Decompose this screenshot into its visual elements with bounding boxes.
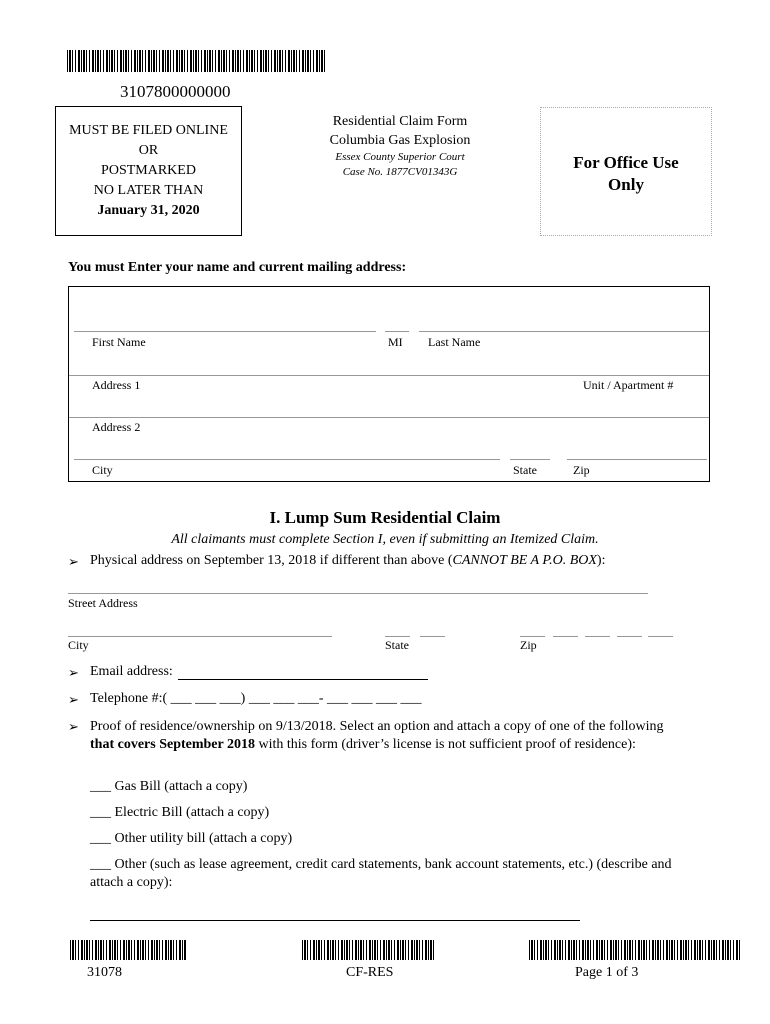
physical-state-label: State bbox=[385, 638, 409, 652]
footer-form-id: CF-RES bbox=[346, 965, 394, 980]
case-number: Case No. 1877CV01343G bbox=[342, 166, 458, 178]
physical-city-field[interactable] bbox=[68, 636, 332, 637]
option-electric-bill[interactable]: ___ Electric Bill (attach a copy) bbox=[90, 805, 270, 820]
telephone-field[interactable]: Telephone #:( ___ ___ ___) ___ ___ ___- ___ ___ ___ ___ bbox=[90, 691, 422, 706]
footer-page-number: Page 1 of 3 bbox=[575, 965, 639, 980]
last-name-field[interactable] bbox=[419, 331, 709, 332]
mi-label: MI bbox=[388, 335, 403, 349]
physical-zip-field-1[interactable] bbox=[520, 636, 545, 637]
state-field[interactable] bbox=[510, 459, 550, 460]
bullet-arrow-icon: ➢ bbox=[68, 665, 79, 680]
mailing-address-box bbox=[68, 286, 710, 482]
filing-line3: POSTMARKED bbox=[101, 163, 196, 178]
physical-zip-label: Zip bbox=[520, 638, 537, 652]
proof-part2: with this form (driver’s license is not sufficient proof of residence): bbox=[255, 737, 636, 752]
option-other-utility[interactable]: ___ Other utility bill (attach a copy) bbox=[90, 831, 293, 846]
physical-zip-field-3[interactable] bbox=[585, 636, 610, 637]
proof-part1: Proof of residence/ownership on 9/13/2018. Select an option and attach a copy of one of the following bbox=[90, 719, 664, 734]
filing-deadline-box bbox=[55, 106, 242, 236]
physical-state-field-1[interactable] bbox=[385, 636, 410, 637]
row-divider bbox=[69, 375, 709, 376]
form-title-block bbox=[300, 112, 500, 180]
office-use-line2: Only bbox=[608, 175, 644, 194]
first-name-field[interactable] bbox=[74, 331, 376, 332]
footer-barcode-center bbox=[302, 940, 434, 960]
filing-line1: MUST BE FILED ONLINE bbox=[69, 123, 228, 138]
first-name-label: First Name bbox=[92, 335, 146, 349]
city-field[interactable] bbox=[74, 459, 500, 460]
zip-label: Zip bbox=[573, 463, 590, 477]
footer-barcode-left bbox=[70, 940, 186, 960]
address1-field[interactable] bbox=[69, 417, 709, 418]
physical-state-field-2[interactable] bbox=[420, 636, 445, 637]
address2-label: Address 2 bbox=[92, 420, 141, 434]
physical-prefix: Physical address on September 13, 2018 if different than above ( bbox=[90, 553, 453, 568]
header-barcode bbox=[67, 50, 325, 72]
filing-line2: OR bbox=[138, 143, 159, 158]
other-description-field[interactable] bbox=[90, 920, 580, 921]
last-name-label: Last Name bbox=[428, 335, 481, 349]
office-use-line1: For Office Use bbox=[573, 153, 679, 172]
section-title: I. Lump Sum Residential Claim bbox=[269, 508, 501, 527]
filing-deadline-date: January 31, 2020 bbox=[97, 203, 200, 218]
physical-city-label: City bbox=[68, 638, 89, 652]
physical-suffix: ): bbox=[596, 553, 606, 568]
option-other[interactable]: ___ Other (such as lease agreement, credit card statements, bank account statements, etc.) (describe and attach a copy): bbox=[90, 857, 672, 890]
street-address-label: Street Address bbox=[68, 596, 138, 610]
address1-label: Address 1 bbox=[92, 378, 141, 392]
physical-italic: CANNOT BE A P.O. BOX bbox=[452, 553, 597, 568]
filing-line4: NO LATER THAN bbox=[93, 183, 204, 198]
physical-zip-field-5[interactable] bbox=[648, 636, 673, 637]
footer-code-left: 31078 bbox=[87, 965, 122, 980]
state-label: State bbox=[513, 463, 537, 477]
header-barcode-number: 3107800000000 bbox=[120, 82, 231, 101]
court-name: Essex County Superior Court bbox=[335, 151, 465, 163]
email-field[interactable] bbox=[178, 679, 428, 680]
street-address-field[interactable] bbox=[68, 593, 648, 594]
option-gas-bill[interactable]: ___ Gas Bill (attach a copy) bbox=[90, 779, 248, 794]
unit-label: Unit / Apartment # bbox=[583, 378, 674, 392]
email-label: Email address: bbox=[90, 664, 173, 679]
bullet-arrow-icon: ➢ bbox=[68, 719, 79, 734]
bullet-arrow-icon: ➢ bbox=[68, 692, 79, 707]
physical-zip-field-4[interactable] bbox=[617, 636, 642, 637]
physical-zip-field-2[interactable] bbox=[553, 636, 578, 637]
city-label: City bbox=[92, 463, 113, 477]
footer-barcode-right bbox=[529, 940, 741, 960]
form-title: Residential Claim Form bbox=[332, 114, 468, 129]
office-use-box bbox=[540, 107, 712, 236]
bullet-arrow-icon: ➢ bbox=[68, 554, 79, 569]
proof-bold: that covers September 2018 bbox=[90, 737, 255, 752]
physical-address-instruction bbox=[90, 553, 605, 569]
mailing-instruction: You must Enter your name and current mailing address: bbox=[68, 260, 407, 275]
zip-field[interactable] bbox=[567, 459, 707, 460]
proof-instruction bbox=[90, 718, 690, 754]
section-subtitle: All claimants must complete Section I, even if submitting an Itemized Claim. bbox=[171, 532, 599, 547]
mi-field[interactable] bbox=[385, 331, 409, 332]
form-subtitle: Columbia Gas Explosion bbox=[329, 133, 471, 148]
